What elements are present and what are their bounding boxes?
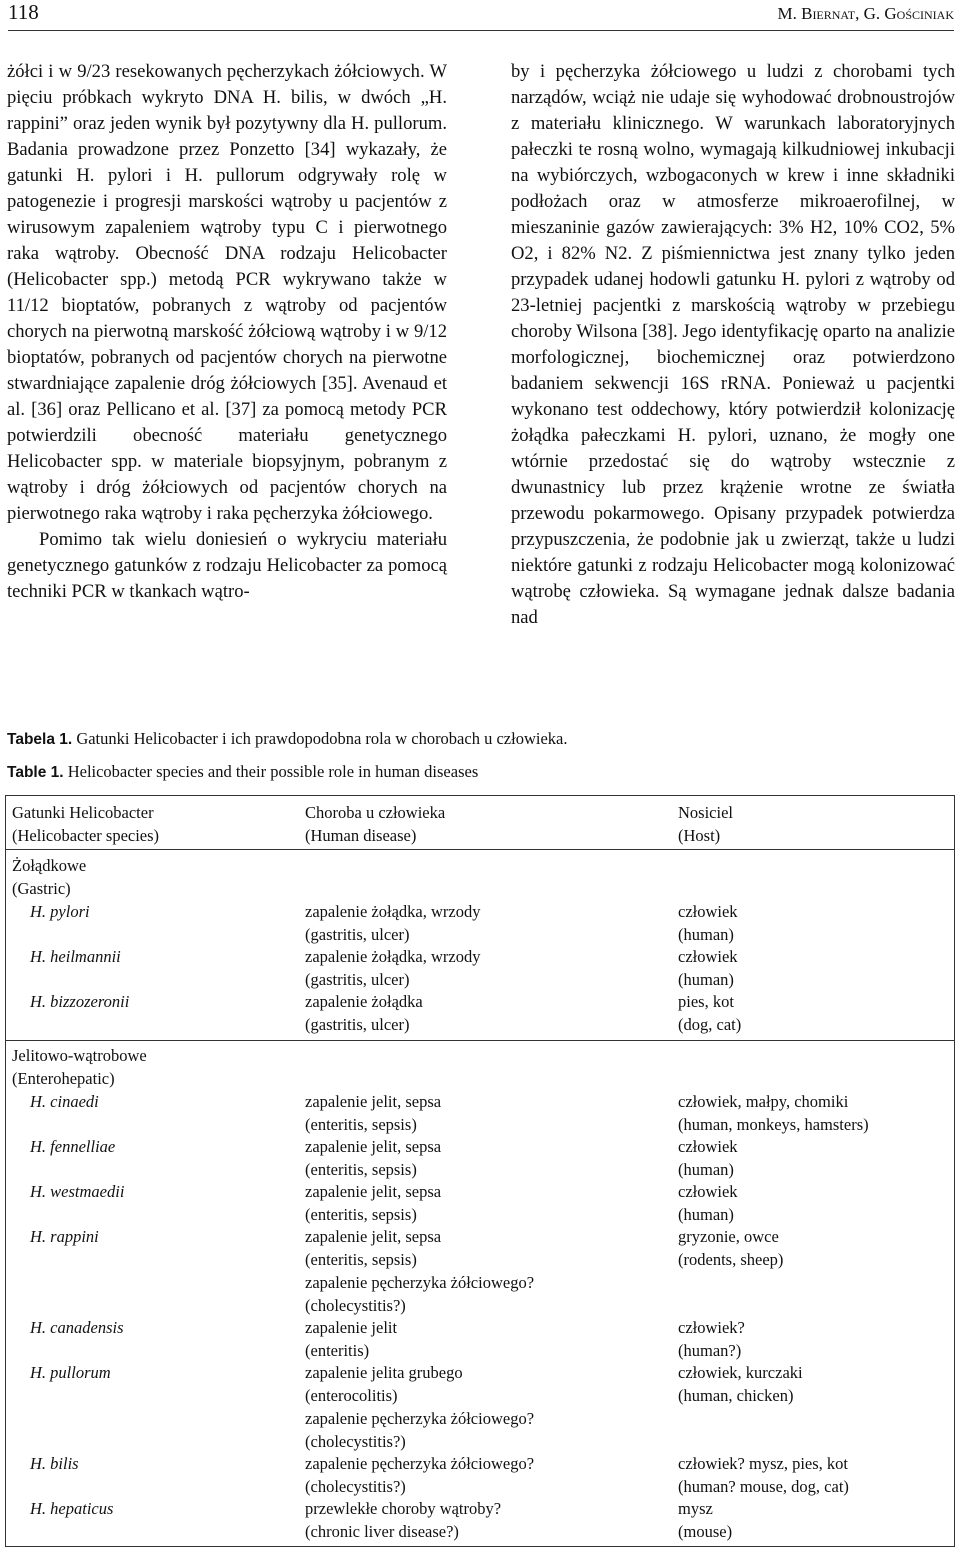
header-host-en: (Host): [678, 825, 721, 845]
table-caption-en-label: Table 1.: [7, 764, 64, 781]
host-line: (human): [678, 1160, 734, 1179]
host-line: człowiek? mysz, pies, kot: [678, 1454, 848, 1473]
disease-line: (gastritis, ulcer): [305, 925, 410, 944]
disease-line: przewlekłe choroby wątroby?: [305, 1499, 502, 1518]
group-title-enterohepatic: Jelitowo-wątrobowe: [12, 1046, 147, 1065]
species-h-bilis: H. bilis: [30, 1454, 79, 1473]
header-disease-pl: Choroba u człowieka: [305, 803, 446, 822]
page-header: [8, 0, 954, 30]
species-h-fennelliae: H. fennelliae: [30, 1137, 116, 1156]
host-line: człowiek: [678, 902, 738, 921]
header-species-en: (Helicobacter species): [12, 825, 160, 845]
disease-line: (enteritis): [305, 1341, 370, 1360]
host-line: człowiek?: [678, 1318, 745, 1337]
table-header-row: [6, 796, 954, 850]
disease-line: zapalenie jelit, sepsa: [305, 1182, 442, 1201]
header-rule: [8, 30, 954, 31]
species-h-heilmannii: H. heilmannii: [30, 947, 121, 966]
disease-line: (gastritis, ulcer): [305, 1015, 410, 1034]
host-line: (human): [678, 970, 734, 989]
host-line: (mouse): [678, 1522, 733, 1541]
species-h-westmaedii: H. westmaedii: [30, 1182, 125, 1201]
left-paragraph-1: żółci i w 9/23 resekowanych pęcherzykach żółciowych. W pięciu próbkach wykryto DNA H. bilis, w dwóch „H. rappini” oraz jeden wynik był pozytywny dla H. pullorum. Badania prowadzone przez Ponzetto [34] wykazały, że gatunki H. pylori i H. pullorum odgrywały rolę w patogenezie i progresji marskości wątroby u pacjentów z wirusowym zapaleniem wątroby typu C i pierwotnego raka wątroby. Obecność DNA rodzaju Helicobacter (Helicobacter spp.) metodą PCR wykrywano także w 11/12 bioptatów, pobranych z wątroby od pacjentów chorych na pierwotną marskość żółciową wątroby i w 9/12 bioptatów, pobranych od pacjentów chorych na pierwotne stwardniające zapalenie dróg żółciowych [35]. Avenaud et al. [36] oraz Pellicano et al. [37] za pomocą metody PCR potwierdzili obecność materiału genetycznego Helicobacter spp. w materiale biopsyjnym, pobranym z wątroby i dróg żółciowych od pacjentów chorych na pierwotnego raka wątroby i raka pęcherzyka żółciowego.: [7, 61, 447, 524]
host-line: (human): [678, 925, 734, 944]
disease-line: zapalenie pęcherzyka żółciowego?: [305, 1454, 535, 1473]
host-line: mysz: [678, 1499, 713, 1518]
table-caption-pl-text: Gatunki Helicobacter i ich prawdopodobna rola w chorobach u człowieka.: [76, 729, 568, 748]
disease-line: zapalenie jelit, sepsa: [305, 1137, 442, 1156]
table-caption-en-text: Helicobacter species and their possible role in human diseases: [67, 762, 479, 781]
host-line: (human, monkeys, hamsters): [678, 1115, 869, 1134]
species-h-hepaticus: H. hepaticus: [30, 1499, 114, 1518]
page-number: 118: [8, 0, 39, 24]
species-h-rappini: H. rappini: [30, 1227, 99, 1246]
left-column: [7, 59, 447, 605]
right-column: [511, 59, 955, 631]
header-species: [12, 802, 159, 847]
disease-line: (enteritis, sepsis): [305, 1115, 417, 1134]
disease-line: (cholecystitis?): [305, 1296, 406, 1315]
host-line: człowiek: [678, 1182, 738, 1201]
disease-line: zapalenie jelit, sepsa: [305, 1227, 442, 1246]
group-title-gastric: Żołądkowe: [12, 856, 87, 875]
host-line: (dog, cat): [678, 1015, 742, 1034]
group-divider: [6, 1040, 954, 1041]
disease-line: zapalenie jelita grubego: [305, 1363, 463, 1382]
disease-line: zapalenie pęcherzyka żółciowego?: [305, 1409, 535, 1428]
species-h-canadensis: H. canadensis: [30, 1318, 124, 1337]
disease-line: zapalenie jelit: [305, 1318, 398, 1337]
disease-line: zapalenie jelit, sepsa: [305, 1092, 442, 1111]
disease-line: zapalenie żołądka: [305, 992, 423, 1011]
host-line: człowiek, małpy, chomiki: [678, 1092, 849, 1111]
host-line: pies, kot: [678, 992, 734, 1011]
right-paragraph-1: by i pęcherzyka żółciowego u ludzi z chorobami tych narządów, wciąż nie udaje się wyhodować drobnoustrojów z materiału klinicznego. W warunkach laboratoryjnych pałeczki te rosną wolno, wymagają kilkudniowej inkubacji na wybiórczych, wzbogaconych w krew i inne składniki podłożach oraz w atmosferze mikroaerofilnej, w mieszaninie gazów zawierających: 3% H2, 10% CO2, 5% O2, i 82% N2. Z piśmiennictwa jest znany tylko jeden przypadek udanej hodowli gatunku H. pylori z wątroby od 23-letniej pacjentki z marskością wątroby w przebiegu choroby Wilsona [38]. Jego identyfikację oparto na analizie morfologicznej, biochemicznej oraz potwierdzono badaniem sekwencji 16S rRNA. Ponieważ u pacjentki wykonano test oddechowy, który potwierdził kolonizację żołądka pałeczkami H. pylori, uznano, że mogły one wtórnie przedostać się do wątroby wstecznie z dwunastnicy lub przez krążenie wrotne ze światła przewodu pokarmowego. Opisany przypadek potwierdza przypuszczenia, że podobnie jak u zwierząt, także u ludzi niektóre gatunki z rodzaju Helicobacter mogą kolonizować wątrobę człowieka. Są wymagane jednak dalsze badania nad: [511, 61, 955, 628]
host-line: człowiek, kurczaki: [678, 1363, 803, 1382]
header-species-pl: Gatunki Helicobacter: [12, 803, 154, 822]
left-paragraph-2: Pomimo tak wielu doniesień o wykryciu materiału genetycznego gatunków z rodzaju Helicobacter za pomocą techniki PCR w tkankach wątro-: [7, 529, 447, 602]
species-table: [5, 795, 955, 1547]
disease-line: (enteritis, sepsis): [305, 1160, 417, 1179]
disease-line: (gastritis, ulcer): [305, 970, 410, 989]
disease-line: zapalenie żołądka, wrzody: [305, 947, 481, 966]
header-disease: [305, 802, 445, 847]
species-h-pullorum: H. pullorum: [30, 1363, 111, 1382]
host-line: człowiek: [678, 1137, 738, 1156]
species-h-bizzozeronii: H. bizzozeronii: [30, 992, 130, 1011]
header-host-pl: Nosiciel: [678, 803, 733, 822]
disease-line: (enteritis, sepsis): [305, 1250, 417, 1269]
species-h-cinaedi: H. cinaedi: [30, 1092, 99, 1111]
table-caption-pl: [7, 729, 567, 749]
host-line: (human, chicken): [678, 1386, 794, 1405]
species-h-pylori: H. pylori: [30, 902, 90, 921]
host-line: (human): [678, 1205, 734, 1224]
host-line: (human? mouse, dog, cat): [678, 1477, 849, 1496]
disease-line: (enteritis, sepsis): [305, 1205, 417, 1224]
disease-line: (cholecystitis?): [305, 1477, 406, 1496]
host-line: (human?): [678, 1341, 742, 1360]
host-line: człowiek: [678, 947, 738, 966]
disease-line: zapalenie żołądka, wrzody: [305, 902, 481, 921]
host-line: gryzonie, owce: [678, 1227, 779, 1246]
disease-line: (cholecystitis?): [305, 1432, 406, 1451]
group-subtitle-gastric: (Gastric): [12, 879, 71, 898]
header-host: [678, 802, 733, 847]
disease-line: (enterocolitis): [305, 1386, 398, 1405]
group-subtitle-enterohepatic: (Enterohepatic): [12, 1069, 115, 1088]
host-line: (rodents, sheep): [678, 1250, 784, 1269]
table-caption-pl-label: Tabela 1.: [7, 731, 73, 748]
disease-line: zapalenie pęcherzyka żółciowego?: [305, 1273, 535, 1292]
running-head: M. Biernat, G. Gościniak: [777, 4, 954, 23]
table-caption-en: [7, 762, 478, 782]
disease-line: (chronic liver disease?): [305, 1522, 459, 1541]
header-disease-en: (Human disease): [305, 825, 417, 845]
